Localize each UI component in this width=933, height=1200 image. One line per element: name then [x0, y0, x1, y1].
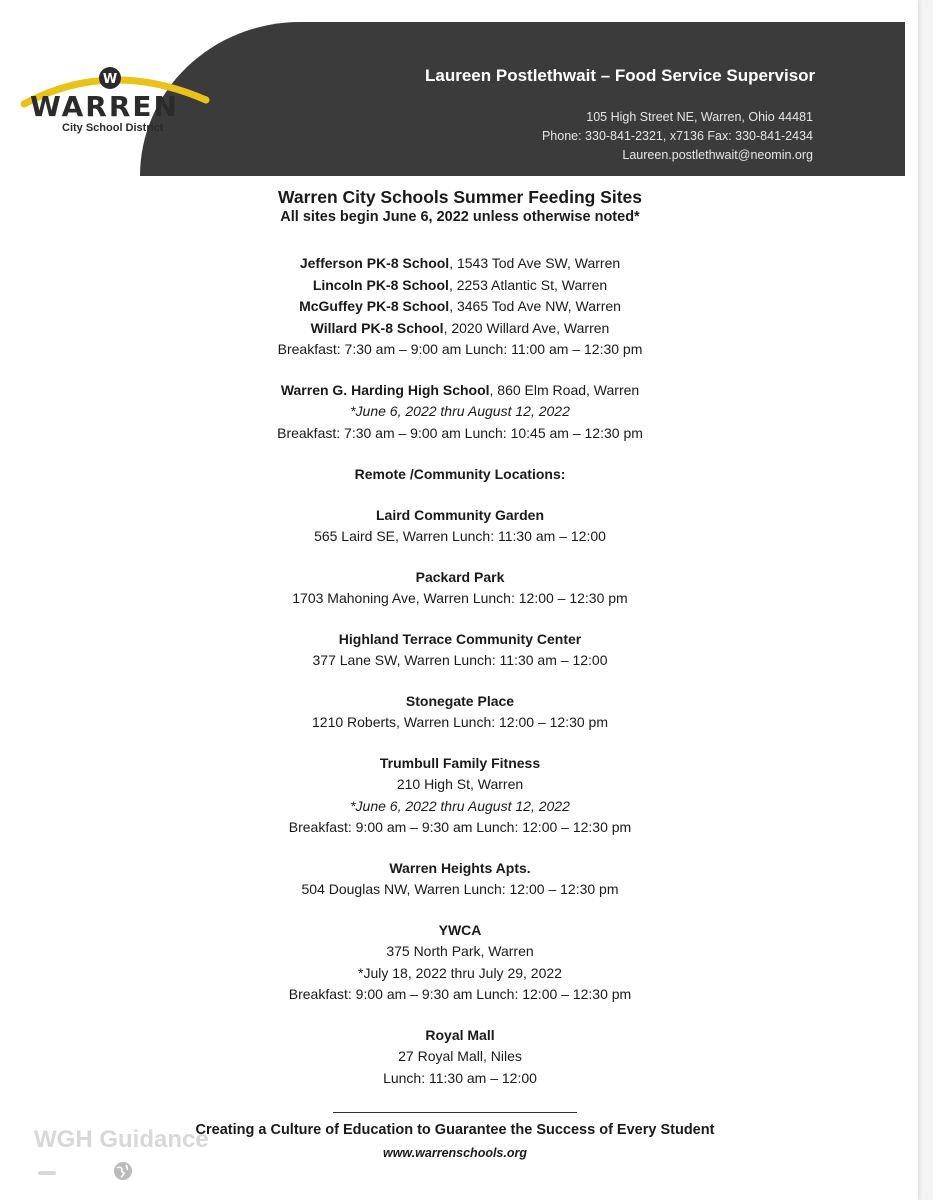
- feeding-sites-content: [150, 187, 770, 1089]
- site-hours: Breakfast: 9:00 am – 9:30 am Lunch: 12:00 – 12:30 pm: [288, 986, 632, 1002]
- site-hours: Breakfast: 9:00 am – 9:30 am Lunch: 12:00 – 12:30 pm: [288, 819, 632, 835]
- remote-site: [150, 505, 770, 548]
- contact-address: 105 High Street NE, Warren, Ohio 44481: [586, 110, 813, 124]
- site-details: 210 High St, Warren: [396, 776, 524, 792]
- dots-icon: [38, 1170, 58, 1176]
- site-name: YWCA: [438, 921, 482, 938]
- remote-site: [150, 629, 770, 672]
- site-name: Laird Community Garden: [375, 506, 545, 523]
- site-line: McGuffey PK-8 School, 3465 Tod Ave NW, Warren: [299, 298, 621, 314]
- footer-divider: [333, 1112, 577, 1113]
- site-name: Warren Heights Apts.: [389, 859, 531, 876]
- site-details: 377 Lane SW, Warren Lunch: 11:30 am – 12:00: [312, 652, 608, 668]
- contact-phone: Phone: 330-841-2321, x7136 Fax: 330-841-2434: [541, 129, 813, 143]
- footer-url: www.warrenschools.org: [382, 1146, 527, 1160]
- schools-hours: Breakfast: 7:30 am – 9:00 am Lunch: 11:00 am – 12:30 pm: [277, 341, 643, 357]
- logo-district-name: WARREN: [30, 90, 179, 123]
- site-hours: Breakfast: 7:30 am – 9:00 am Lunch: 10:45 am – 12:30 pm: [277, 424, 643, 441]
- remote-heading-block: [150, 464, 770, 486]
- site-name: Packard Park: [415, 568, 505, 585]
- footer-tagline: Creating a Culture of Education to Guarantee the Success of Every Student: [195, 1122, 715, 1138]
- logo-district-subtitle: City School District: [62, 122, 164, 134]
- document-subtitle: All sites begin June 6, 2022 unless otherwise noted*: [280, 209, 640, 225]
- site-line: Willard PK-8 School, 2020 Willard Ave, Warren: [310, 319, 610, 336]
- document-title: Warren City Schools Summer Feeding Sites: [277, 187, 643, 207]
- watermark-text: WGH Guidance: [34, 1126, 209, 1153]
- harding-site: [150, 380, 770, 445]
- site-name: Royal Mall: [425, 1026, 495, 1043]
- svg-text:W: W: [102, 72, 118, 87]
- schools-group: [150, 253, 770, 361]
- site-hours: Lunch: 11:30 am – 12:00: [383, 1069, 537, 1086]
- remote-site: [150, 1025, 770, 1090]
- site-line: Warren G. Harding High School, 860 Elm Road, Warren: [280, 381, 640, 398]
- site-details: 1210 Roberts, Warren Lunch: 12:00 – 12:30 pm: [312, 714, 608, 730]
- supervisor-name: Laureen Postlethwait – Food Service Supervisor: [425, 66, 816, 85]
- site-name: Trumbull Family Fitness: [379, 754, 541, 771]
- remote-site: [150, 753, 770, 839]
- remote-site: [150, 691, 770, 734]
- site-date-note: *June 6, 2022 thru August 12, 2022: [350, 797, 570, 814]
- watermark-controls: [34, 1160, 134, 1184]
- site-details: 375 North Park, Warren: [386, 943, 534, 959]
- remote-site: [150, 567, 770, 610]
- site-date-note: *June 6, 2022 thru August 12, 2022: [350, 403, 570, 419]
- remote-heading: Remote /Community Locations:: [354, 466, 566, 482]
- site-details: 504 Douglas NW, Warren Lunch: 12:00 – 12:30 pm: [301, 881, 619, 897]
- remote-site: [150, 920, 770, 1006]
- site-date-note: *July 18, 2022 thru July 29, 2022: [358, 964, 562, 981]
- contact-block: [542, 108, 813, 165]
- site-line: Jefferson PK-8 School, 1543 Tod Ave SW, Warren: [299, 255, 621, 271]
- contact-email: Laureen.postlethwait@neomin.org: [622, 148, 813, 162]
- site-details: 27 Royal Mall, Niles: [398, 1048, 522, 1064]
- site-name: Highland Terrace Community Center: [338, 630, 582, 647]
- remote-site: [150, 858, 770, 901]
- site-name: Stonegate Place: [405, 692, 515, 709]
- site-line: Lincoln PK-8 School, 2253 Atlantic St, Warren: [312, 276, 608, 293]
- globe-icon: [112, 1160, 134, 1182]
- site-details: 565 Laird SE, Warren Lunch: 11:30 am – 12:00: [314, 528, 606, 544]
- site-details: 1703 Mahoning Ave, Warren Lunch: 12:00 – 12:30 pm: [292, 590, 628, 606]
